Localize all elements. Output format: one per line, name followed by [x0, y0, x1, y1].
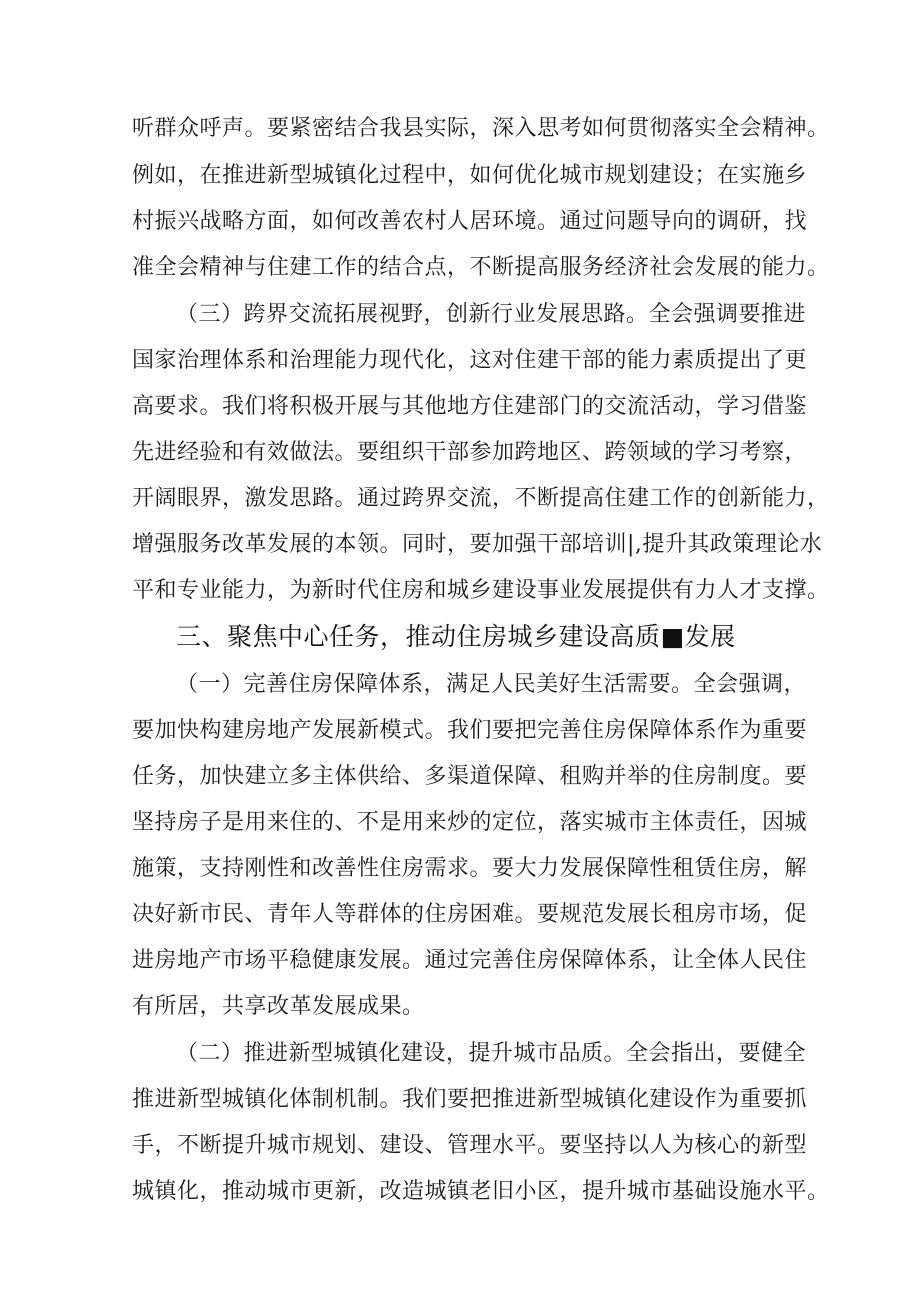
paragraph-line: 有所居，共享改革发展成果。 [132, 994, 425, 1019]
paragraph-line: 先进经验和有效做法。要组织干部参加跨地区、跨领域的学习考察， [132, 440, 808, 465]
paragraph-line: 村振兴战略方面，如何改善农村人居环境。通过问题导向的调研，找 [132, 209, 808, 234]
paragraph-line: 手，不断提升城市规划、建设、管理水平。要坚持以人为核心的新型 [132, 1133, 808, 1158]
paragraph-line: 国家治理体系和治理能力现代化，这对住建干部的能力素质提出了更 [132, 348, 808, 373]
paragraph-line: 准全会精神与住建工作的结合点，不断提高服务经济社会发展的能力。 [132, 255, 830, 280]
paragraph-line: 听群众呼声。要紧密结合我县实际，深入思考如何贯彻落实全会精神。 [132, 116, 830, 141]
section-heading: 三、聚焦中心任务，推动住房城乡建设高质■发展 [176, 622, 736, 651]
paragraph-line: 任务，加快建立多主体供给、多渠道保障、租购并举的住房制度。要 [132, 764, 808, 789]
section-3-subheading-line: （三）跨界交流拓展视野，创新行业发展思路。全会强调要推进 [176, 302, 807, 327]
paragraph-line: 进房地产市场平稳健康发展。通过完善住房保障体系，让全体人民住 [132, 948, 808, 973]
subsection-1-heading-line: （一）完善住房保障体系，满足人民美好生活需要。全会强调， [176, 672, 807, 697]
paragraph-line: 坚持房子是用来住的、不是用来炒的定位，落实城市主体责任，因城 [132, 810, 808, 835]
paragraph-line: 平和专业能力，为新时代住房和城乡建设事业发展提供有力人才支撑。 [132, 578, 830, 603]
paragraph-line: 施策，支持刚性和改善性住房需求。要大力发展保障性租赁住房，解 [132, 856, 808, 881]
paragraph-line: 高要求。我们将积极开展与其他地方住建部门的交流活动，学习借鉴 [132, 394, 808, 419]
paragraph-line: 决好新市民、青年人等群体的住房困难。要规范发展长租房市场，促 [132, 902, 808, 927]
paragraph-line: 城镇化，推动城市更新，改造城镇老旧小区，提升城市基础设施水平。 [132, 1179, 830, 1204]
paragraph-line: 要加快构建房地产发展新模式。我们要把完善住房保障体系作为重要 [132, 718, 808, 743]
paragraph-line: 例如，在推进新型城镇化过程中，如何优化城市规划建设；在实施乡 [132, 163, 808, 188]
subsection-2-heading-line: （二）推进新型城镇化建设，提升城市品质。全会指出，要健全 [176, 1041, 807, 1066]
paragraph-line: 开阔眼界，激发思路。通过跨界交流，不断提高住建工作的创新能力， [132, 486, 830, 511]
paragraph-line: 推进新型城镇化体制机制。我们要把推进新型城镇化建设作为重要抓 [132, 1087, 808, 1112]
paragraph-line: 增强服务改革发展的本领。同时，要加强干部培训|,提升其政策理论水 [132, 532, 823, 557]
